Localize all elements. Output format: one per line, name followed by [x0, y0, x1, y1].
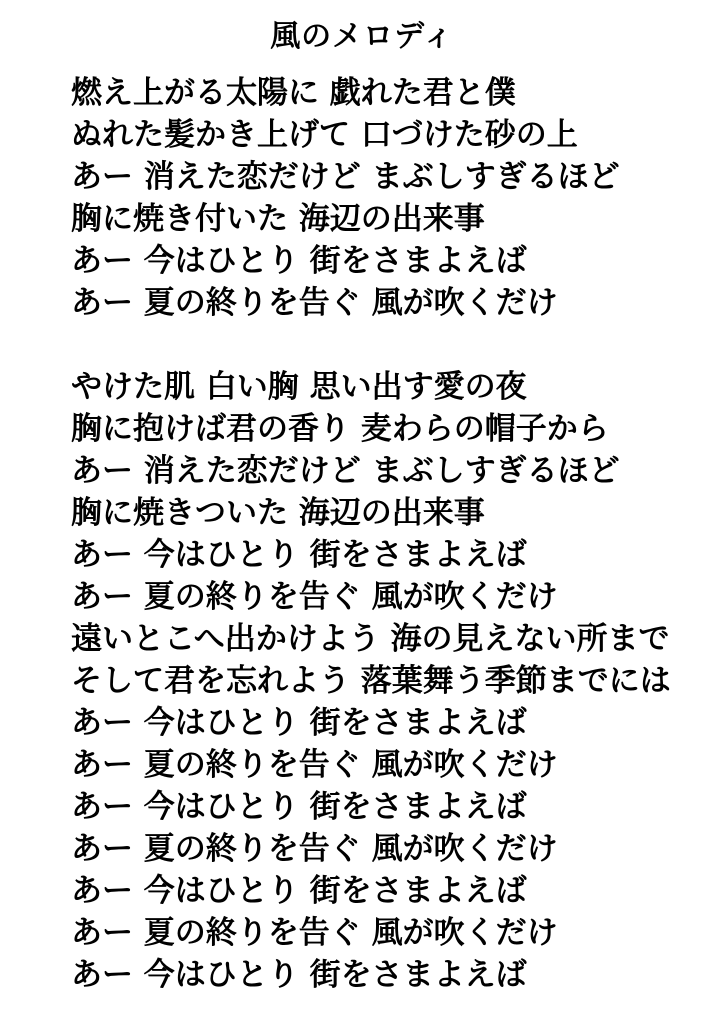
song-title: 風のメロディ — [270, 19, 454, 54]
lyric-line: あー 消えた恋だけど まぶしすぎるほど — [71, 453, 620, 489]
lyric-line: 遠いとこへ出かけよう 海の見えない所まで — [71, 621, 670, 657]
lyric-line: 胸に焼きついた 海辺の出来事 — [71, 495, 485, 531]
stanza-2 — [71, 366, 704, 996]
lyric-line: あー 今はひとり 街をさまよえば — [71, 873, 527, 909]
lyric-line: 胸に抱けば君の香り 麦わらの帽子から — [71, 411, 609, 447]
lyric-line: 燃え上がる太陽に 戯れた君と僕 — [71, 75, 516, 111]
lyric-line: そして君を忘れよう 落葉舞う季節までには — [71, 663, 671, 699]
lyric-line: あー 今はひとり 街をさまよえば — [71, 537, 527, 573]
lyric-line: ぬれた髪かき上げて 口づけた砂の上 — [71, 117, 578, 153]
lyric-line: やけた肌 白い胸 思い出す愛の夜 — [71, 369, 527, 405]
lyric-line: あー 夏の終りを告ぐ 風が吹くだけ — [71, 579, 558, 615]
lyric-line: あー 今はひとり 街をさまよえば — [71, 957, 527, 993]
lyric-line: 胸に焼き付いた 海辺の出来事 — [71, 201, 485, 237]
lyric-line: あー 今はひとり 街をさまよえば — [71, 789, 527, 825]
lyrics-body — [0, 72, 724, 996]
lyric-line: あー 今はひとり 街をさまよえば — [71, 705, 527, 741]
lyric-line: あー 消えた恋だけど まぶしすぎるほど — [71, 159, 620, 195]
lyric-line: あー 今はひとり 街をさまよえば — [71, 243, 527, 279]
lyric-line: あー 夏の終りを告ぐ 風が吹くだけ — [71, 831, 558, 867]
lyric-line: あー 夏の終りを告ぐ 風が吹くだけ — [71, 747, 558, 783]
lyric-line: あー 夏の終りを告ぐ 風が吹くだけ — [71, 915, 558, 951]
lyric-line: あー 夏の終りを告ぐ 風が吹くだけ — [71, 285, 558, 321]
stanza-1 — [71, 72, 704, 324]
